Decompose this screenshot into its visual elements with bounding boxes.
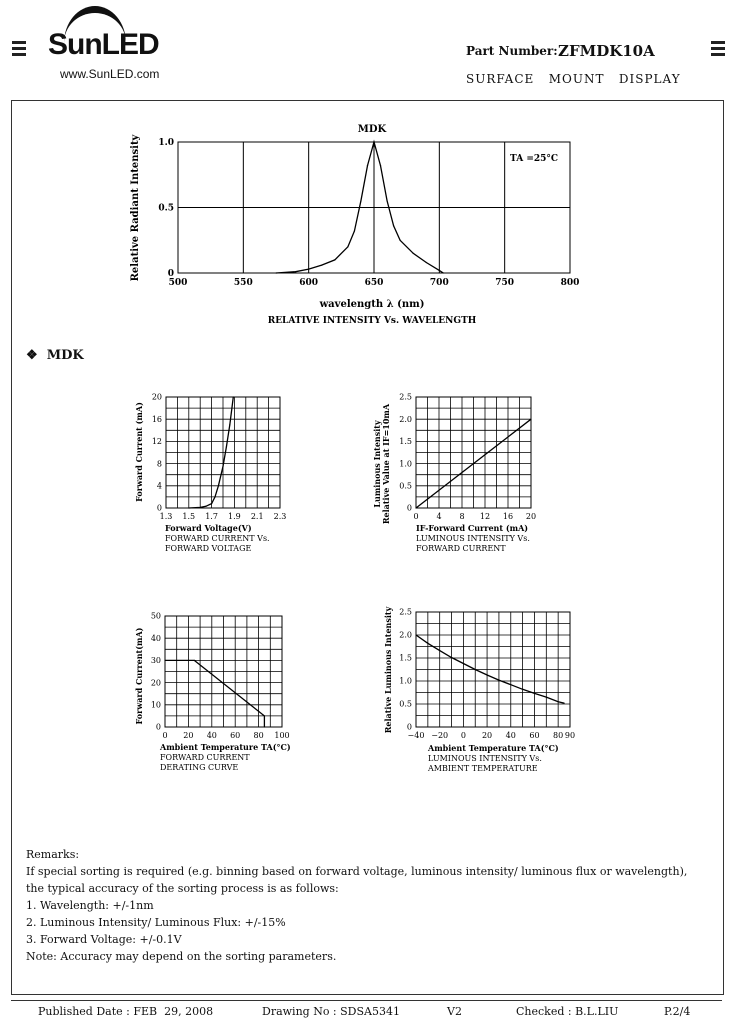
x-tick-label: 40 [505, 731, 516, 740]
x-tick-label: 60 [230, 731, 241, 740]
x-tick-label: 2.1 [250, 512, 264, 521]
x-tick-label: 20 [525, 512, 537, 521]
spectrum-title: MDK [357, 124, 387, 135]
x-tick-label: 1.9 [228, 512, 241, 521]
x-tick-label: 8 [459, 512, 465, 521]
brand-logo: SunLED [48, 28, 159, 61]
y-tick-label: 30 [150, 656, 161, 666]
derating-caption2: DERATING CURVE [160, 763, 239, 772]
x-tick-label: 4 [436, 512, 442, 521]
x-tick-label: 20 [183, 731, 194, 740]
y-tick-label: 12 [151, 437, 162, 447]
spectrum-ylabel: Relative Radiant Intensity [130, 134, 141, 282]
y-tick-label: 50 [150, 611, 161, 621]
y-tick-label: 20 [151, 392, 162, 402]
x-tick-label: 0 [162, 731, 168, 740]
y-tick-label: 1.0 [399, 459, 412, 469]
lum-temp-chart [378, 600, 578, 780]
website: www.SunLED.com [60, 67, 160, 81]
y-tick-label: 0 [406, 722, 412, 732]
y-tick-label: 4 [156, 481, 162, 491]
iv-ylabel: Forward Current (mA) [134, 402, 144, 502]
lum-current-caption1: LUMINOUS INTENSITY Vs. [416, 534, 530, 543]
lum-current-xlabel: IF-Forward Current (mA) [416, 523, 529, 533]
y-tick-label: 0 [406, 503, 412, 513]
derating-chart [130, 606, 310, 776]
published-date: Published Date : FEB 29, 2008 [38, 1005, 214, 1018]
derating-xlabel: Ambient Temperature TA(°C) [160, 742, 291, 752]
spectrum-annotation: TA =25°C [510, 154, 559, 164]
checked-by: Checked : B.L.LIU [516, 1005, 619, 1018]
y-tick-label: 1.0 [399, 676, 412, 686]
menu-icon-right [711, 41, 725, 59]
lum-current-chart [370, 388, 550, 558]
lum-current-ylabel2: Relative Value at IF=10mA [381, 403, 391, 525]
iv-chart [130, 388, 300, 558]
remarks-item2: 2. Luminous Intensity/ Luminous Flux: +/-15% [26, 916, 286, 929]
lum-current-caption2: FORWARD CURRENT [416, 544, 506, 553]
lum-current-ylabel1: Luminous Intensity [372, 420, 382, 508]
iv-caption1: FORWARD CURRENT Vs. [165, 534, 270, 543]
remarks-line1: If special sorting is required (e.g. binning based on forward voltage, luminous intensity/ luminous flux or wavelength), [26, 865, 688, 878]
remarks-title: Remarks: [26, 848, 80, 861]
remarks-line2: the typical accuracy of the sorting process is as follows: [26, 882, 339, 895]
y-tick-label: 0.5 [399, 481, 412, 491]
y-tick-label: 0 [155, 722, 161, 732]
remarks-note: Note: Accuracy may depend on the sorting parameters. [26, 950, 337, 963]
lum-temp-xlabel: Ambient Temperature TA(°C) [428, 743, 559, 753]
remarks-item1: 1. Wavelength: +/-1nm [26, 899, 154, 912]
x-tick-label: 40 [206, 731, 217, 740]
y-tick-label: 2.0 [399, 630, 412, 640]
x-tick-label: −20 [431, 731, 449, 740]
y-tick-label: 0.5 [399, 699, 412, 709]
x-tick-label: 700 [429, 278, 449, 288]
x-tick-label: 80 [253, 731, 264, 740]
part-number: ZFMDK10A [558, 42, 655, 60]
x-tick-label: 0 [460, 731, 466, 740]
y-tick-label: 1.5 [399, 653, 412, 663]
derating-ylabel: Forward Current(mA) [134, 627, 144, 725]
x-tick-label: 60 [529, 731, 540, 740]
y-tick-label: 0 [167, 269, 174, 279]
y-tick-label: 1.5 [399, 437, 412, 447]
x-tick-label: 12 [479, 512, 491, 521]
x-tick-label: 1.5 [182, 512, 196, 521]
drawing-number: Drawing No : SDSA5341 [262, 1005, 400, 1018]
spectrum-xlabel: wavelength λ (nm) [319, 299, 425, 310]
x-tick-label: 0 [413, 512, 419, 521]
derating-caption1: FORWARD CURRENT [160, 753, 250, 762]
y-tick-label: 2.5 [399, 607, 412, 617]
spectrum-chart [120, 118, 600, 333]
remarks [26, 846, 687, 965]
x-tick-label: 20 [481, 731, 493, 740]
part-number-label: Part Number: [466, 44, 558, 58]
iv-xlabel: Forward Voltage(V) [165, 523, 252, 533]
y-tick-label: 16 [151, 414, 162, 424]
x-tick-label: 650 [364, 278, 384, 288]
iv-caption2: FORWARD VOLTAGE [165, 544, 252, 553]
x-tick-label: 600 [299, 278, 319, 288]
x-tick-label: −40 [407, 731, 425, 740]
x-tick-label: 90 [564, 731, 576, 740]
x-tick-label: 16 [502, 512, 514, 521]
y-tick-label: 0 [156, 503, 162, 513]
subtitle: SURFACE MOUNT DISPLAY [466, 72, 681, 86]
x-tick-label: 80 [553, 731, 564, 740]
lum-temp-ylabel: Relative Luminous Intensity [383, 606, 393, 734]
menu-icon-left [12, 41, 26, 59]
footer-divider [11, 1000, 722, 1001]
y-tick-label: 40 [150, 633, 161, 643]
page-number: P.2/4 [664, 1005, 691, 1018]
y-tick-label: 2.5 [399, 392, 412, 402]
x-tick-label: 500 [168, 278, 188, 288]
y-tick-label: 1.0 [158, 138, 174, 148]
y-tick-label: 0.5 [158, 203, 174, 214]
x-tick-label: 800 [560, 278, 580, 288]
x-tick-label: 100 [274, 731, 290, 740]
remarks-item3: 3. Forward Voltage: +/-0.1V [26, 933, 182, 946]
x-tick-label: 1.7 [205, 512, 218, 521]
y-tick-label: 8 [156, 459, 162, 469]
x-tick-label: 1.3 [159, 512, 173, 521]
y-tick-label: 10 [150, 700, 161, 710]
x-tick-label: 750 [495, 278, 515, 288]
x-tick-label: 2.3 [273, 512, 287, 521]
y-tick-label: 2.0 [399, 414, 412, 424]
x-tick-label: 550 [233, 278, 253, 288]
spectrum-caption: RELATIVE INTENSITY Vs. WAVELENGTH [267, 316, 477, 326]
y-tick-label: 20 [150, 678, 161, 688]
section-title: ❖ MDK [26, 348, 84, 363]
lum-temp-caption2: AMBIENT TEMPERATURE [428, 764, 538, 773]
version: V2 [447, 1005, 462, 1018]
lum-temp-caption1: LUMINOUS INTENSITY Vs. [428, 754, 542, 763]
